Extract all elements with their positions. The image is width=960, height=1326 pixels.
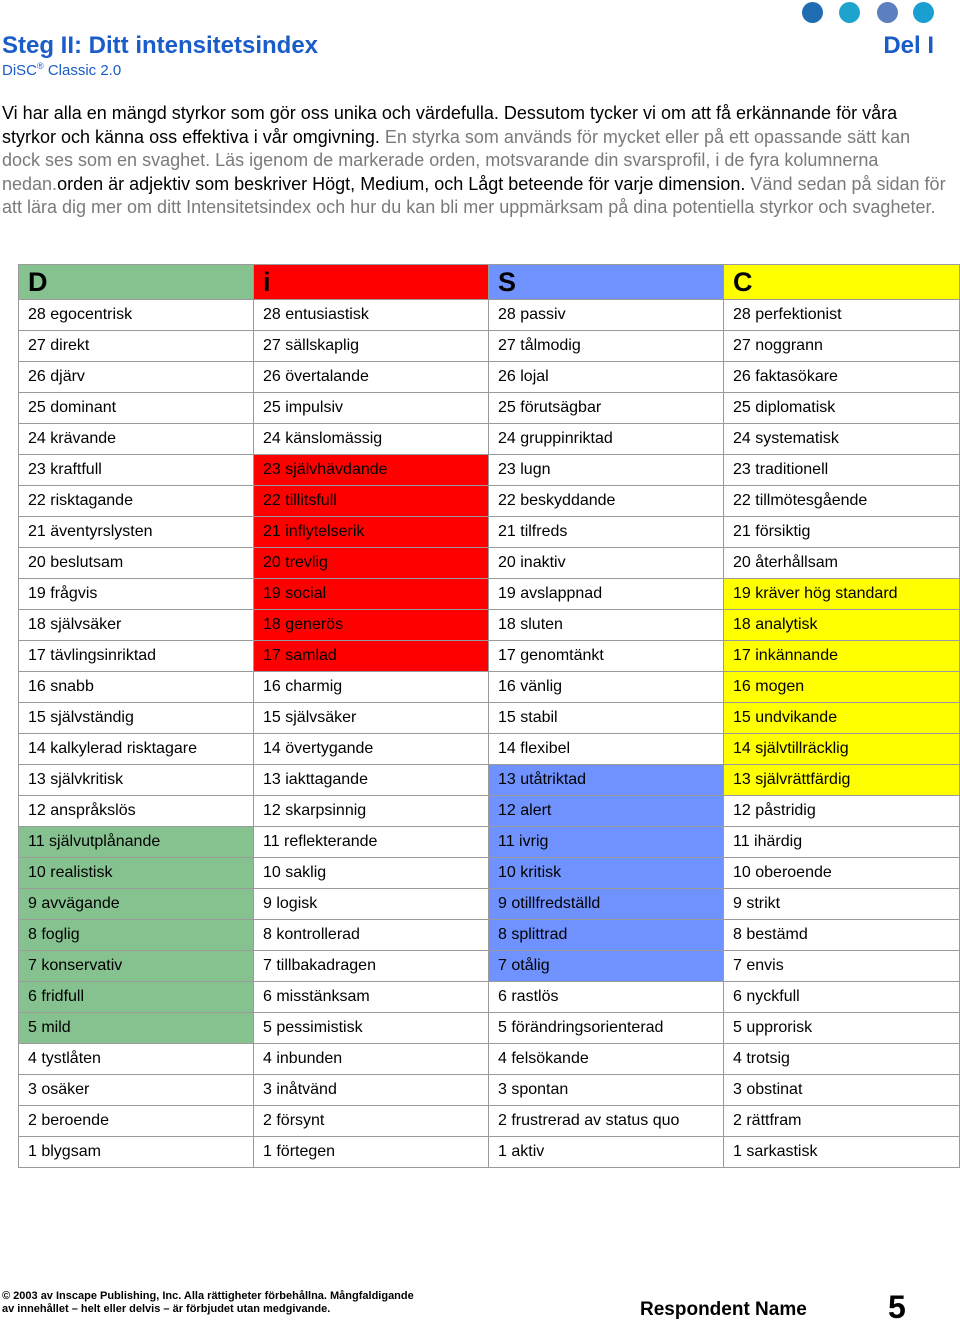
column-header-d: D — [19, 265, 254, 300]
cell-i: 13 iakttagande — [254, 765, 489, 796]
cell-s: 10 kritisk — [489, 858, 724, 889]
page-title: Steg II: Ditt intensitetsindex — [2, 32, 319, 59]
table-row — [19, 331, 960, 362]
cell-i: 22 tillitsfull — [254, 486, 489, 517]
cell-s: 24 gruppinriktad — [489, 424, 724, 455]
cell-s: 18 sluten — [489, 610, 724, 641]
table-row — [19, 610, 960, 641]
table-header-row — [19, 265, 960, 300]
intro-text-4: orden är adjektiv som beskriver Högt, Medium, och Lågt beteende för varje dimension. — [57, 173, 751, 194]
intro-text-1: Vi har alla en mängd styrkor som gör oss unika och värdefulla. Dessutom tycker vi om att få erkännande för våra styrkor och känna oss effektiva i vår omgivning. — [2, 103, 898, 147]
cell-c: 11 ihärdig — [724, 827, 960, 858]
intro-text-3: Läs igenom de markerade orden, motsvarande din svarsprofil, i de fyra kolumnerna nedan. — [2, 150, 879, 194]
cell-d: 1 blygsam — [19, 1137, 254, 1168]
cell-s: 4 felsökande — [489, 1044, 724, 1075]
cell-d: 23 kraftfull — [19, 455, 254, 486]
cell-s: 8 splittrad — [489, 920, 724, 951]
cell-i: 1 förtegen — [254, 1137, 489, 1168]
intro-text-2: En styrka som används för mycket eller på ett opassande sätt kan dock ses som en svaghet. — [2, 126, 911, 170]
table-row — [19, 424, 960, 455]
cell-i: 19 social — [254, 579, 489, 610]
cell-c: 4 trotsig — [724, 1044, 960, 1075]
cell-d: 13 självkritisk — [19, 765, 254, 796]
table-row — [19, 1075, 960, 1106]
cell-i: 11 reflekterande — [254, 827, 489, 858]
cell-c: 12 påstridig — [724, 796, 960, 827]
cell-s: 28 passiv — [489, 300, 724, 331]
cell-s: 9 otillfredställd — [489, 889, 724, 920]
cell-s: 22 beskyddande — [489, 486, 724, 517]
column-header-c: C — [724, 265, 960, 300]
cell-i: 21 inflytelserik — [254, 517, 489, 548]
cell-s: 17 genomtänkt — [489, 641, 724, 672]
cell-i: 8 kontrollerad — [254, 920, 489, 951]
cell-s: 21 tilfreds — [489, 517, 724, 548]
cell-d: 9 avvägande — [19, 889, 254, 920]
cell-c: 3 obstinat — [724, 1075, 960, 1106]
cell-i: 10 saklig — [254, 858, 489, 889]
cell-s: 11 ivrig — [489, 827, 724, 858]
cell-s: 7 otålig — [489, 951, 724, 982]
table-row — [19, 300, 960, 331]
cell-c: 25 diplomatisk — [724, 393, 960, 424]
cell-i: 26 övertalande — [254, 362, 489, 393]
cell-d: 19 frågvis — [19, 579, 254, 610]
cell-c: 26 faktasökare — [724, 362, 960, 393]
cell-d: 7 konservativ — [19, 951, 254, 982]
cell-s: 15 stabil — [489, 703, 724, 734]
cell-d: 20 beslutsam — [19, 548, 254, 579]
cell-s: 1 aktiv — [489, 1137, 724, 1168]
copyright-line-2: av innehållet – helt eller delvis – är förbjudet utan medgivande. — [2, 1303, 331, 1315]
table-row — [19, 734, 960, 765]
cell-i: 14 övertygande — [254, 734, 489, 765]
cell-c: 21 försiktig — [724, 517, 960, 548]
table-row — [19, 393, 960, 424]
cell-c: 9 strikt — [724, 889, 960, 920]
cell-d: 6 fridfull — [19, 982, 254, 1013]
registered-mark: ® — [37, 61, 44, 71]
cell-d: 5 mild — [19, 1013, 254, 1044]
cell-d: 16 snabb — [19, 672, 254, 703]
cell-s: 5 förändringsorienterad — [489, 1013, 724, 1044]
table-row — [19, 1137, 960, 1168]
cell-d: 22 risktagande — [19, 486, 254, 517]
table-row — [19, 765, 960, 796]
cell-c: 8 bestämd — [724, 920, 960, 951]
cell-d: 28 egocentrisk — [19, 300, 254, 331]
table-row — [19, 548, 960, 579]
cell-d: 26 djärv — [19, 362, 254, 393]
cell-i: 4 inbunden — [254, 1044, 489, 1075]
table-row — [19, 1106, 960, 1137]
cell-d: 11 självutplånande — [19, 827, 254, 858]
page-subtitle — [2, 61, 121, 79]
cell-c: 5 upprorisk — [724, 1013, 960, 1044]
cell-s: 27 tålmodig — [489, 331, 724, 362]
cell-d: 4 tystlåten — [19, 1044, 254, 1075]
cell-i: 15 självsäker — [254, 703, 489, 734]
dot-4 — [913, 2, 934, 23]
cell-i: 2 försynt — [254, 1106, 489, 1137]
dot-3 — [877, 2, 898, 23]
cell-c: 14 självtillräcklig — [724, 734, 960, 765]
cell-d: 14 kalkylerad risktagare — [19, 734, 254, 765]
cell-i: 23 självhävdande — [254, 455, 489, 486]
cell-c: 16 mogen — [724, 672, 960, 703]
cell-c: 2 rättfram — [724, 1106, 960, 1137]
cell-d: 21 äventyrslysten — [19, 517, 254, 548]
table-row — [19, 1044, 960, 1075]
table-row — [19, 641, 960, 672]
cell-s: 2 frustrerad av status quo — [489, 1106, 724, 1137]
subtitle-version: Classic 2.0 — [43, 62, 122, 79]
cell-c: 10 oberoende — [724, 858, 960, 889]
cell-d: 3 osäker — [19, 1075, 254, 1106]
dot-2 — [839, 2, 860, 23]
cell-i: 17 samlad — [254, 641, 489, 672]
copyright-line-1: © 2003 av Inscape Publishing, Inc. Alla rättigheter förbehållna. Mångfaldigande — [2, 1290, 414, 1302]
table-row — [19, 889, 960, 920]
intensity-table — [18, 264, 960, 1168]
cell-i: 3 inåtvänd — [254, 1075, 489, 1106]
cell-i: 5 pessimistisk — [254, 1013, 489, 1044]
cell-c: 1 sarkastisk — [724, 1137, 960, 1168]
cell-s: 3 spontan — [489, 1075, 724, 1106]
cell-d: 2 beroende — [19, 1106, 254, 1137]
table-row — [19, 796, 960, 827]
table-row — [19, 517, 960, 548]
cell-c: 27 noggrann — [724, 331, 960, 362]
cell-c: 18 analytisk — [724, 610, 960, 641]
intro-paragraph — [2, 102, 952, 220]
cell-i: 12 skarpsinnig — [254, 796, 489, 827]
cell-c: 24 systematisk — [724, 424, 960, 455]
table-row — [19, 672, 960, 703]
dot-1 — [802, 2, 823, 23]
table-row — [19, 455, 960, 486]
copyright-notice — [2, 1290, 414, 1316]
table-row — [19, 703, 960, 734]
cell-i: 20 trevlig — [254, 548, 489, 579]
cell-s: 19 avslappnad — [489, 579, 724, 610]
cell-s: 16 vänlig — [489, 672, 724, 703]
table-row — [19, 920, 960, 951]
cell-d: 24 krävande — [19, 424, 254, 455]
subtitle-brand: DiSC — [2, 62, 38, 79]
cell-d: 25 dominant — [19, 393, 254, 424]
cell-c: 15 undvikande — [724, 703, 960, 734]
cell-s: 12 alert — [489, 796, 724, 827]
cell-d: 12 anspråkslös — [19, 796, 254, 827]
cell-c: 19 kräver hög standard — [724, 579, 960, 610]
cell-c: 22 tillmötesgående — [724, 486, 960, 517]
column-header-s: S — [489, 265, 724, 300]
cell-c: 13 självrättfärdig — [724, 765, 960, 796]
part-label: Del I — [883, 32, 934, 59]
cell-s: 14 flexibel — [489, 734, 724, 765]
cell-s: 25 förutsägbar — [489, 393, 724, 424]
cell-c: 28 perfektionist — [724, 300, 960, 331]
cell-s: 13 utåtriktad — [489, 765, 724, 796]
table-row — [19, 858, 960, 889]
intro-text-5: Vänd sedan på sidan för att lära dig mer om ditt Intensitetsindex och hur du kan bli mer uppmärksam på dina potentiella styrkor och svagheter. — [2, 173, 946, 217]
cell-s: 6 rastlös — [489, 982, 724, 1013]
cell-c: 17 inkännande — [724, 641, 960, 672]
cell-s: 26 lojal — [489, 362, 724, 393]
cell-d: 27 direkt — [19, 331, 254, 362]
cell-i: 28 entusiastisk — [254, 300, 489, 331]
respondent-name: Respondent Name — [640, 1299, 807, 1320]
cell-s: 20 inaktiv — [489, 548, 724, 579]
cell-i: 18 generös — [254, 610, 489, 641]
table-row — [19, 1013, 960, 1044]
cell-d: 8 foglig — [19, 920, 254, 951]
table-row — [19, 982, 960, 1013]
cell-d: 15 självständig — [19, 703, 254, 734]
cell-i: 6 misstänksam — [254, 982, 489, 1013]
table-row — [19, 362, 960, 393]
table-row — [19, 951, 960, 982]
cell-c: 7 envis — [724, 951, 960, 982]
cell-c: 20 återhållsam — [724, 548, 960, 579]
cell-i: 7 tillbakadragen — [254, 951, 489, 982]
cell-c: 23 traditionell — [724, 455, 960, 486]
cell-s: 23 lugn — [489, 455, 724, 486]
table-body — [19, 300, 960, 1168]
cell-d: 18 självsäker — [19, 610, 254, 641]
cell-i: 24 känslomässig — [254, 424, 489, 455]
table-row — [19, 486, 960, 517]
column-header-i: i — [254, 265, 489, 300]
table-row — [19, 827, 960, 858]
cell-i: 9 logisk — [254, 889, 489, 920]
cell-d: 17 tävlingsinriktad — [19, 641, 254, 672]
table-row — [19, 579, 960, 610]
cell-i: 16 charmig — [254, 672, 489, 703]
cell-i: 25 impulsiv — [254, 393, 489, 424]
cell-c: 6 nyckfull — [724, 982, 960, 1013]
cell-d: 10 realistisk — [19, 858, 254, 889]
cell-i: 27 sällskaplig — [254, 331, 489, 362]
page-number: 5 — [888, 1289, 906, 1325]
